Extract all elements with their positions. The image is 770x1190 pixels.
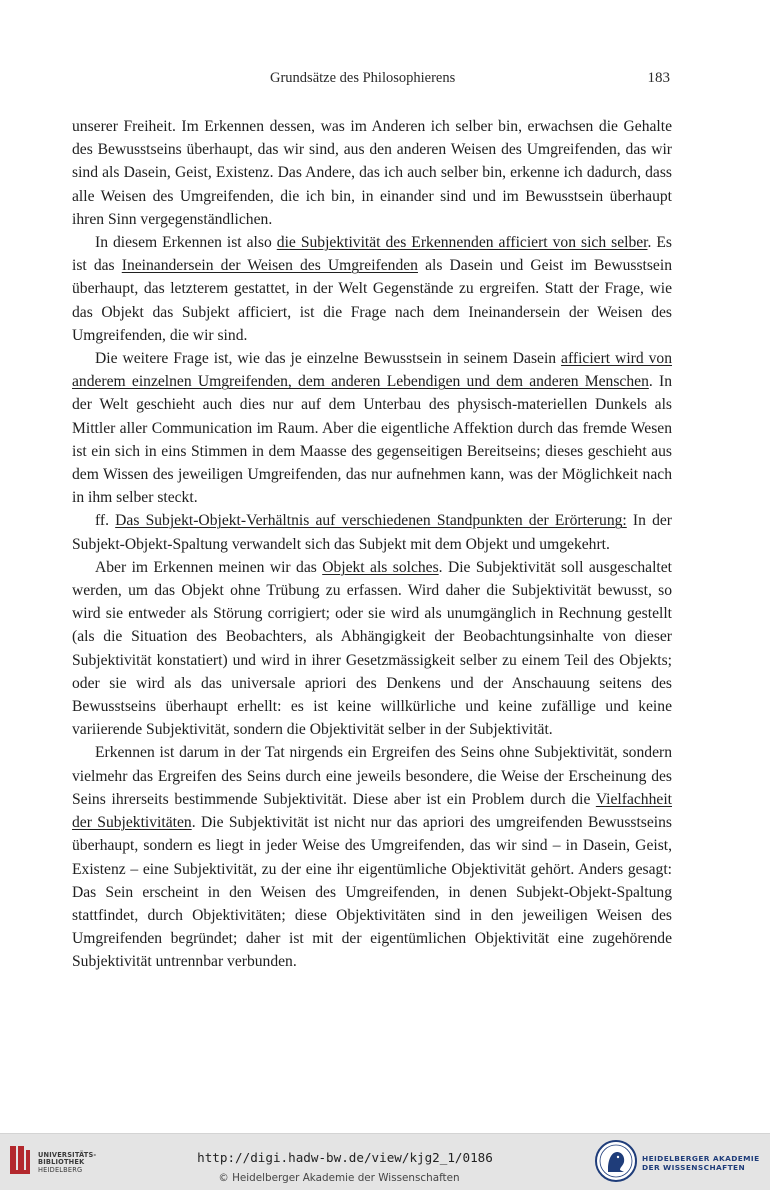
copyright-text: © Heidelberger Akademie der Wissenschaften [218,1172,460,1184]
text-run: . Die Subjektivität soll ausgeschaltet werden, um das Objekt ohne Trübung zu erfassen. Wird daher die Subjektivität bewusst, so wird sie entweder als Störung corrigiert; oder sie wird als unumgänglich in Rechnung gestellt (als die Situation des Beobachters, als Abhängigkeit der Beobachtungsinhalte von dieser Subjektivität konstatiert) und wird in ihrer Gesetzmässigkeit selber zu einem Teil des Objekts; oder sie wird als das universale apriori des Denkens und der Anschauung seitens des Bewusstseins überhaupt erhellt: es ist keine willkürliche und keine zufällige und keine variierende Subjektivität, sondern die Objektivität selber in der Subjektivität. [72,558,672,739]
paragraph [72,347,672,509]
text-run: als Dasein und Geist im Bewusstsein überhaupt, das letzterem gestattet, in der Welt Gegenstände zu ergreifen. Statt der Frage, wie das Objekt das Subjekt afficiert, ist die Frage nach dem Ineinandersein der Weisen des Umgreifenden, die wir sind. [72,257,672,344]
viewer-footer [0,1133,770,1190]
text-run: . In der Welt geschieht auch dies nur auf dem Unterbau des physisch-materiellen Dunkels als Mittler aller Communication im Raum. Aber die eigentliche Affektion durch das fremde Wesen ist ein sich in eins Stimmen in dem Maasse des gegenseitigen Bereitseins; dieses geschieht aus dem Wissen des jeweiligen Umgreifenden, das nur aufnehmen kann, was der Möglichkeit nach in ihm selber steckt. [72,373,672,507]
text-run: . Es ist das [72,234,672,275]
underlined-phrase: Ineinandersein der Weisen des Umgreifenden [121,257,418,275]
text-run: Erkennen ist darum in der Tat nirgends ein Ergreifen des Seins ohne Subjektivität, sondern vielmehr das Ergreifen des Seins durch eine jeweils besondere, die Weise der Erscheinung des Seins ihrerseits bestimmende Subjektivität. Diese aber ist ein Problem durch die [72,744,672,808]
underlined-phrase: die Subjektivität des Erkennenden afficiert von sich selber [276,234,648,252]
paragraph [72,741,672,973]
underlined-phrase: Das Subjekt-Objekt-Verhältnis auf verschiedenen Standpunkten der Erörterung: [115,512,627,530]
text-run: . Die Subjektivität ist nicht nur das apriori des umgreifenden Bewusstseins überhaupt, sondern es liegt in jeder Weise des Umgreifenden, das wir sind – in Dasein, Geist, Existenz – eine Subjektivität, zu der eine ihr eigentümliche Objektivität gehört. Anders gesagt: Das Sein erscheint in den Weisen des Umgreifenden, in denen Subjekt-Objekt-Spaltung stattfindet, durch Objektivitäten; diese Objektivitäten sind in den jeweiligen Weisen des Umgreifenden begründet; daher ist mit der eigentümlichen Objektivität eine zugehörende Subjektivität untrennbar verbunden. [72,814,672,971]
underlined-phrase: Objekt als solches [322,558,439,576]
underlined-phrase: afficiert wird von anderem einzelnen Umgreifenden, dem anderen Lebendigen und dem anderen Menschen [72,350,672,391]
text-run: Aber im Erkennen meinen wir das [95,558,323,576]
text-run: In diesem Erkennen ist also [95,234,277,252]
running-head [0,70,770,92]
page-number: 183 [647,70,670,86]
running-title: Grundsätze des Philosophierens [270,70,456,86]
academy-logo[interactable] [594,1139,764,1183]
text-run: ff. [95,512,116,530]
ub-logo-line: UNIVERSITÄTS- [38,1151,97,1159]
underlined-phrase: Vielfachheit der Subjektivitäten [72,790,672,832]
academy-logo-text [642,1154,760,1172]
ub-logo-line: BIBLIOTHEK [38,1158,85,1167]
paragraph [72,556,672,742]
academy-seal-icon [594,1139,638,1183]
academy-logo-line: DER WISSENSCHAFTEN [642,1163,746,1172]
academy-logo-line: HEIDELBERGER AKADEMIE [642,1154,760,1163]
body-text [72,115,672,974]
ub-logo-line: HEIDELBERG [38,1165,83,1174]
paragraph [72,509,672,555]
permalink-text[interactable]: http://digi.hadw-bw.de/view/kjg2_1/0186 [197,1150,493,1165]
paragraph [72,231,672,347]
paragraph [72,115,672,231]
text-run: In der Subjekt-Objekt-Spaltung verwandelt sich das Subjekt mit dem Objekt und umgekehrt. [72,512,672,553]
text-run: unserer Freiheit. Im Erkennen dessen, was im Anderen ich selber bin, erwachsen die Gehalte des Bewusstseins überhaupt, das wir sind, aus den anderen Weisen des Umgreifenden, das wir sind als Dasein, Geist, Existenz. Das Andere, das ich auch selber bin, erkenne ich dadurch, dass alle Weisen des Umgreifenden, die ich bin, in einander sind und im Bewusstsein überhaupt ihren Sinn vergegenständlichen. [72,118,672,228]
text-run: Die weitere Frage ist, wie das je einzelne Bewusstsein in seinem Dasein [95,350,562,368]
